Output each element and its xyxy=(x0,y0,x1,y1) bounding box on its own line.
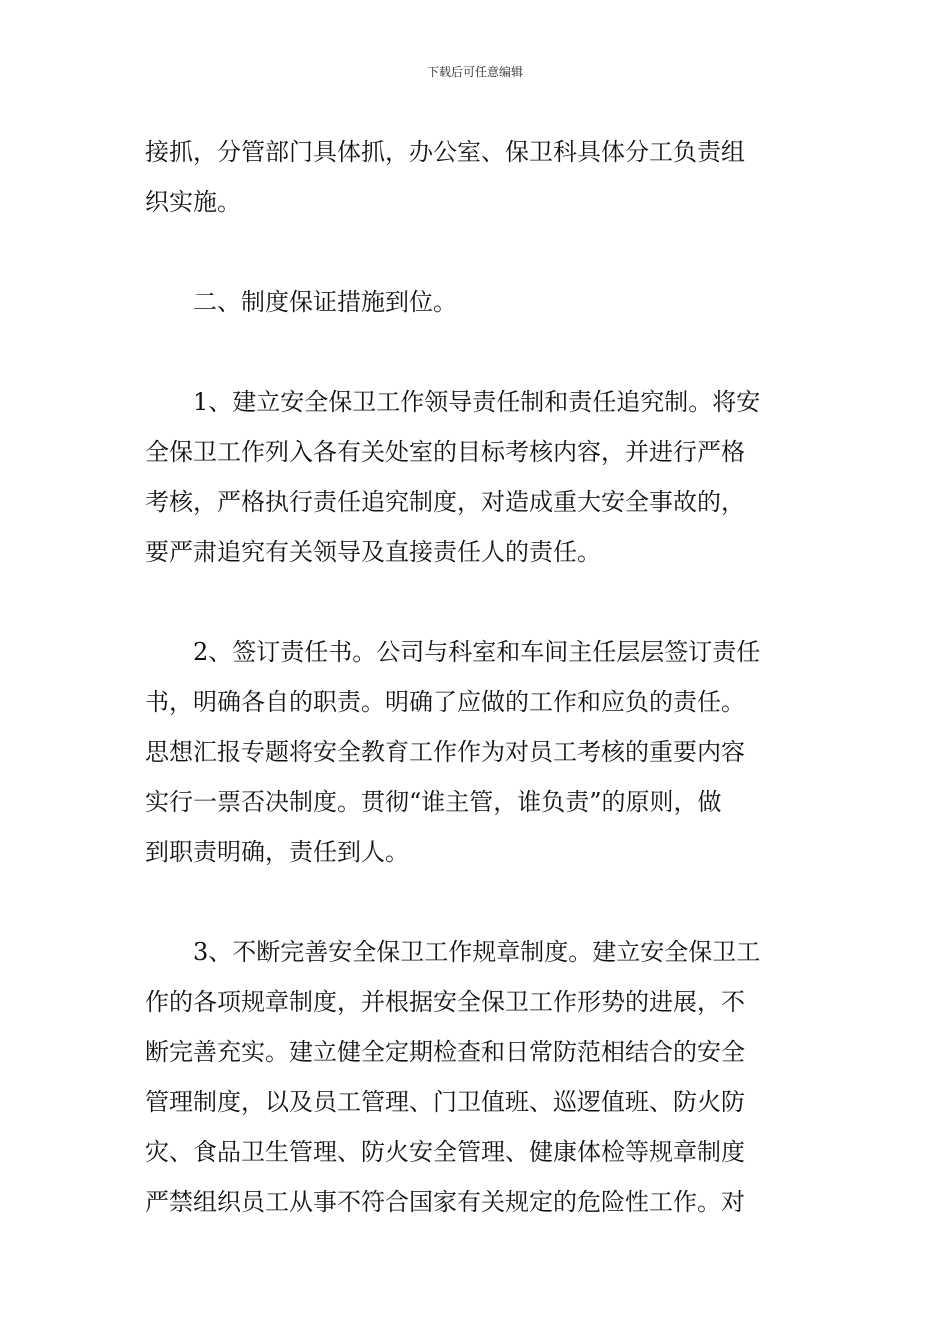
paragraph-item-3 xyxy=(145,927,807,1227)
paragraph-gap xyxy=(145,327,807,377)
section-heading xyxy=(145,277,807,327)
text-line: 考核，严格执行责任追究制度，对造成重大安全事故的， xyxy=(145,488,745,516)
text-line: 书，明确各自的职责。明确了应做的工作和应负的责任。 xyxy=(145,688,745,716)
text-line: 3、不断完善安全保卫工作规章制度。建立安全保卫工 xyxy=(193,938,761,966)
text-line: 织实施。 xyxy=(145,188,241,216)
text-line: 接抓，分管部门具体抓，办公室、保卫科具体分工负责组 xyxy=(145,138,745,166)
text-line: 1、建立安全保卫工作领导责任制和责任追究制。将安 xyxy=(193,388,761,416)
text-line: 实行一票否决制度。贯彻“谁主管，谁负责”的原则，做 xyxy=(145,788,722,816)
text-line: 管理制度，以及员工管理、门卫值班、巡逻值班、防火防 xyxy=(145,1088,745,1116)
document-body xyxy=(145,127,807,1227)
paragraph-continuation xyxy=(145,127,807,227)
paragraph-item-2 xyxy=(145,627,807,877)
text-line: 作的各项规章制度，并根据安全保卫工作形势的进展，不 xyxy=(145,988,745,1016)
paragraph-gap xyxy=(145,877,807,927)
text-line: 灾、食品卫生管理、防火安全管理、健康体检等规章制度 xyxy=(145,1138,745,1166)
text-line: 严禁组织员工从事不符合国家有关规定的危险性工作。对 xyxy=(145,1188,745,1216)
text-line: 2、签订责任书。公司与科室和车间主任层层签订责任 xyxy=(193,638,761,666)
text-line: 到职责明确，责任到人。 xyxy=(145,838,409,866)
text-line: 全保卫工作列入各有关处室的目标考核内容，并进行严格 xyxy=(145,438,745,466)
paragraph-item-1 xyxy=(145,377,807,577)
paragraph-gap xyxy=(145,227,807,277)
text-line: 思想汇报专题将安全教育工作作为对员工考核的重要内容 xyxy=(145,738,745,766)
text-line: 断完善充实。建立健全定期检查和日常防范相结合的安全 xyxy=(145,1038,745,1066)
text-line: 要严肃追究有关领导及直接责任人的责任。 xyxy=(145,538,601,566)
section-heading-text: 二、制度保证措施到位。 xyxy=(193,288,457,316)
page-header: 下载后可任意编辑 xyxy=(426,65,523,79)
paragraph-gap xyxy=(145,577,807,627)
